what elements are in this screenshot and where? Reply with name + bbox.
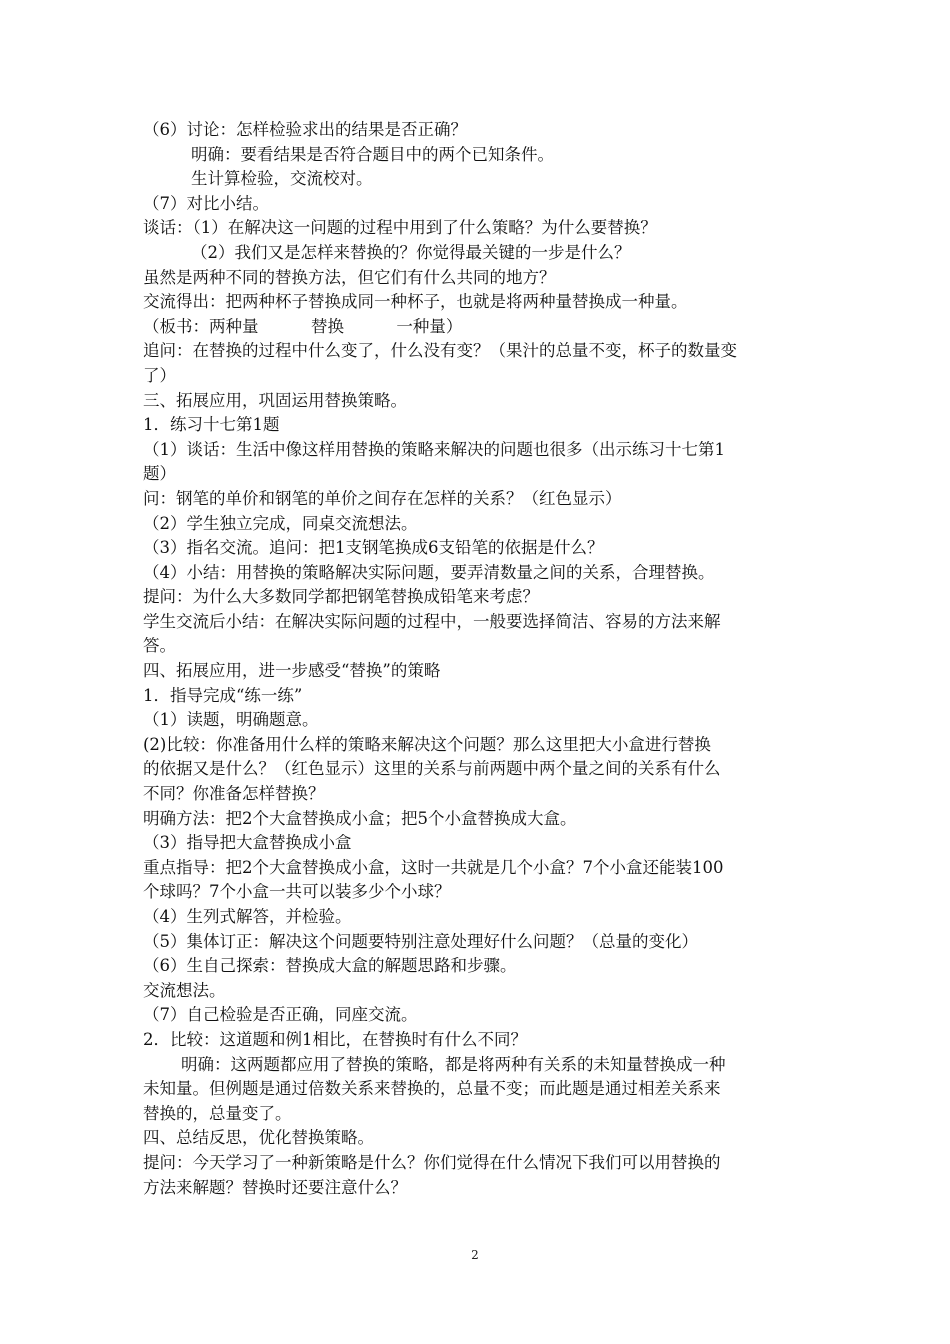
text-line: （2）我们又是怎样来替换的？你觉得最关键的一步是什么？	[191, 242, 631, 262]
text-line: 提问：今天学习了一种新策略是什么？你们觉得在什么情况下我们可以用替换的	[143, 1152, 721, 1172]
text-line: 问：钢笔的单价和钢笔的单价之间存在怎样的关系？（红色显示）	[143, 488, 622, 508]
text-line: 替换的，总量变了。	[143, 1103, 292, 1123]
text-line: 答。	[143, 636, 176, 656]
text-line: （4）生列式解答，并检验。	[143, 907, 352, 926]
text-line: （3）指导把大盒替换成小盒	[143, 833, 352, 853]
text-line: （1）谈话：生活中像这样用替换的策略来解决的问题也很多（出示练习十七第1	[143, 439, 725, 459]
text-line: 方法来解题？替换时还要注意什么？	[143, 1177, 407, 1197]
text-line: 题）	[143, 464, 176, 484]
text-line: （2）学生独立完成，同桌交流想法。	[143, 513, 418, 533]
text-line: 重点指导：把2个大盒替换成小盒，这时一共就是几个小盒？7个小盒还能装100	[143, 857, 724, 877]
text-line: 2．比较：这道题和例1相比，在替换时有什么不同？	[143, 1029, 527, 1049]
text-line: （板书：两种量 替换 一种量）	[143, 316, 463, 336]
text-line: （4）小结：用替换的策略解决实际问题，要弄清数量之间的关系，合理替换。	[143, 562, 715, 582]
text-line: 虽然是两种不同的替换方法，但它们有什么共同的地方？	[143, 267, 556, 287]
text-line: 未知量。但例题是通过倍数关系来替换的，总量不变；而此题是通过相差关系来	[143, 1079, 721, 1099]
text-line: 明确：这两题都应用了替换的策略，都是将两种有关系的未知量替换成一种	[181, 1054, 726, 1074]
section-heading: 四、拓展应用，进一步感受“替换”的策略	[143, 661, 441, 681]
text-line: 了）	[143, 365, 176, 385]
text-line: （3）指名交流。追问：把1支钢笔换成6支铅笔的依据是什么？	[143, 538, 604, 558]
text-line: 交流得出：把两种杯子替换成同一种杯子，也就是将两种量替换成一种量。	[143, 292, 688, 312]
text-line: 1．练习十七第1题	[143, 415, 280, 435]
text-line: 不同？你准备怎样替换？	[143, 784, 325, 804]
text-line: 追问：在替换的过程中什么变了，什么没有变？（果汁的总量不变，杯子的数量变	[143, 341, 737, 361]
text-line: （6）生自己探索：替换成大盒的解题思路和步骤。	[143, 956, 517, 976]
text-line: 明确：要看结果是否符合题目中的两个已知条件。	[191, 144, 554, 164]
page-number: 2	[471, 1248, 479, 1262]
text-line: 提问：为什么大多数同学都把钢笔替换成铅笔来考虑？	[143, 587, 539, 607]
text-line: 1．指导完成“练一练”	[143, 685, 303, 705]
section-heading: 三、拓展应用，巩固运用替换策略。	[143, 390, 407, 410]
text-line: （1）读题，明确题意。	[143, 710, 319, 730]
text-line: （5）集体订正：解决这个问题要特别注意处理好什么问题？（总量的变化）	[143, 931, 698, 951]
text-line: 学生交流后小结：在解决实际问题的过程中，一般要选择简洁、容易的方法来解	[143, 611, 721, 631]
text-line: 明确方法：把2个大盒替换成小盒；把5个小盒替换成大盒。	[143, 808, 577, 828]
text-line: 生计算检验，交流校对。	[191, 169, 373, 189]
text-line: 的依据又是什么？（红色显示）这里的关系与前两题中两个量之间的关系有什么	[143, 759, 721, 779]
section-heading: 四、总结反思，优化替换策略。	[143, 1128, 374, 1148]
text-line: 谈话：（1）在解决这一问题的过程中用到了什么策略？为什么要替换？	[143, 218, 657, 238]
text-line: 交流想法。	[143, 980, 226, 1000]
document-body	[143, 118, 813, 1200]
text-line: （6）讨论：怎样检验求出的结果是否正确？	[143, 120, 467, 139]
text-line: （7）对比小结。	[143, 193, 269, 213]
text-line: (2)比较：你准备用什么样的策略来解决这个问题？那么这里把大小盒进行替换	[143, 734, 711, 754]
text-line: 个球吗？7个小盒一共可以装多少个小球？	[143, 882, 451, 902]
text-line: （7）自己检验是否正确，同座交流。	[143, 1005, 418, 1025]
